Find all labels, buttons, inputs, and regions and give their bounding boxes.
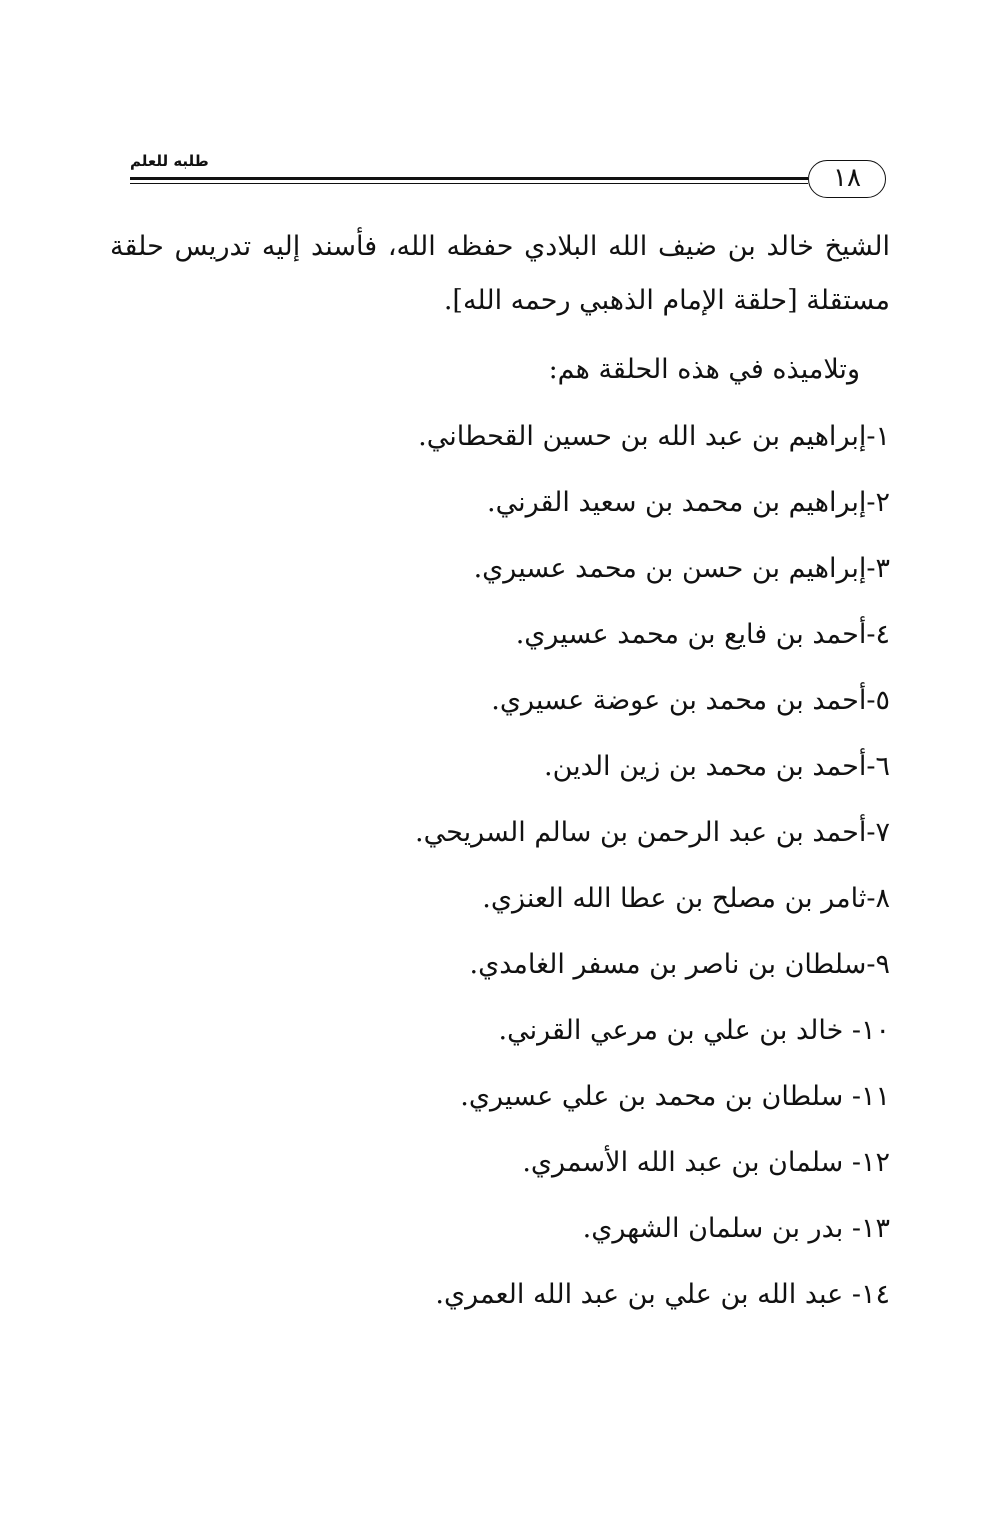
student-item: ٧-أحمد بن عبد الرحمن بن سالم السريحي.: [415, 817, 890, 848]
student-item: ٦-أحمد بن محمد بن زين الدين.: [544, 751, 890, 782]
body-paragraph: الشيخ خالد بن ضيف الله البلادي حفظه الله، فأسند إليه تدريس حلقة مستقلة [حلقة الإمام الذهبي رحمه الله].: [110, 231, 890, 316]
student-item: ١٣- بدر بن سلمان الشهري.: [582, 1213, 890, 1244]
student-item: ٥-أحمد بن محمد بن عوضة عسيري.: [491, 685, 890, 716]
header-rule-thick: [130, 177, 808, 180]
student-item: ٨-ثامر بن مصلح بن عطا الله العنزي.: [482, 883, 890, 914]
student-item: ١٢- سلمان بن عبد الله الأسمري.: [522, 1147, 890, 1178]
student-item: ١١- سلطان بن محمد بن علي عسيري.: [460, 1081, 890, 1112]
header-rule-thin: [130, 183, 808, 184]
page-header: [120, 150, 890, 210]
page-number: ١٨: [808, 160, 886, 198]
student-item: ٩-سلطان بن ناصر بن مسفر الغامدي.: [469, 949, 890, 980]
student-item: ١٤- عبد الله بن علي بن عبد الله العمري.: [435, 1279, 890, 1310]
students-list: [110, 404, 890, 1328]
student-item: ٢-إبراهيم بن محمد بن سعيد القرني.: [487, 487, 890, 518]
student-item: ٤-أحمد بن فايع بن محمد عسيري.: [515, 619, 890, 650]
student-item: ١٠- خالد بن علي بن مرعي القرني.: [498, 1015, 890, 1046]
running-title: طلبه للعلم: [130, 152, 209, 170]
page-body: [110, 220, 890, 1328]
students-intro: وتلاميذه في هذه الحلقة هم:: [548, 354, 860, 385]
student-item: ٣-إبراهيم بن حسن بن محمد عسيري.: [473, 553, 890, 584]
student-item: ١-إبراهيم بن عبد الله بن حسين القحطاني.: [418, 421, 890, 452]
